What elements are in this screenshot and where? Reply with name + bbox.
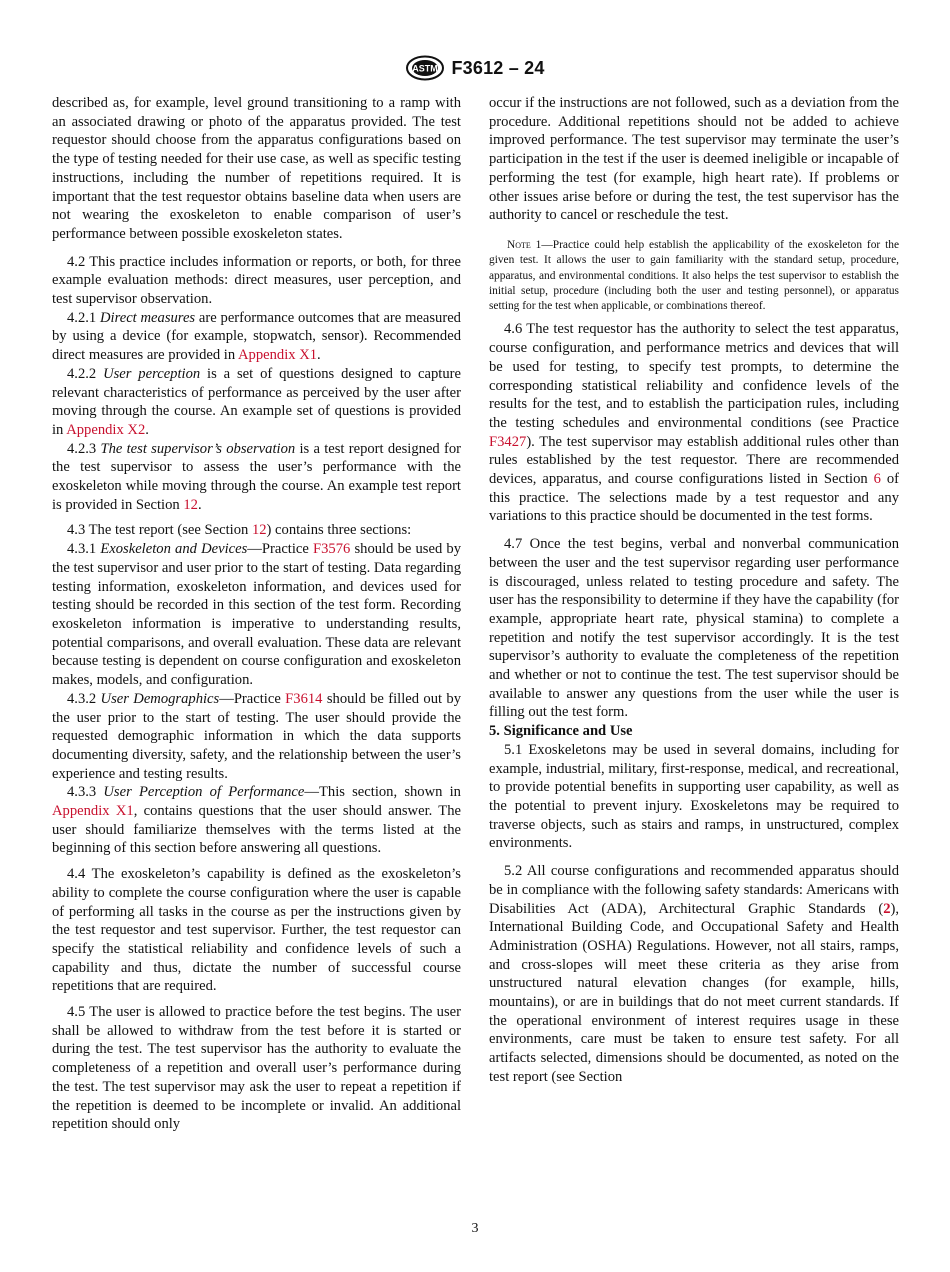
page-header [0,55,950,86]
section-12-link[interactable]: 12 [183,496,198,513]
appendix-x1-link[interactable]: Appendix X1 [52,803,134,820]
astm-logo-icon [405,55,445,81]
paragraph-4-4: 4.4 The exoskeleton’s capability is defined as the exoskeleton’s ability to complete the course configuration where the user is capable of performing all tasks in the course as per the instructions given by the test requestor and test supervisor. Further, the test requestor can specify the statistical reliability and confidence levels of such a capability and thus, dictate the number of successful course repetitions that are required. [52,866,461,995]
paragraph-4-7: 4.7 Once the test begins, verbal and nonverbal communication between the user and the test supervisor regarding user performance is discouraged, unless related to testing procedure and safety. The user has the responsibility to determine if they have the capability (for example, appropriate heart rate, physical stamina) to complete a repetition and notify the test supervisor accordingly. It is the test supervisor’s authority to evaluate the completeness of the repetition and whether or not to continue the test. The test supervisor should be available to answer any questions from the user while the user is filling out the test form. [489,536,899,721]
appendix-x1-link[interactable]: Appendix X1 [238,347,318,364]
right-column [489,94,899,1087]
svg-text:ASTM: ASTM [412,63,439,74]
paragraph-4-3-1: 4.3.1 Exoskeleton and Devices—Practice F3576 should be used by the test supervisor and user prior to the start of testing. Data regarding testing information, exoskeleton information, and devices used for testing should be recorded in this section of the test form. Recording exoskeleton information is imperative to understanding results, potential comparisons, and overall evaluation. These data are relevant because testing is dependent on course configuration and exoskeleton makes, models, and configuration. [52,541,462,689]
paragraph-4-2: 4.2 This practice includes information or reports, or both, for three example evaluation methods: direct measures, user perception, and test supervisor observation. [52,253,461,308]
page-number: 3 [471,1221,479,1236]
f3576-link[interactable]: F3576 [313,541,351,558]
paragraph-4-2-1: 4.2.1 Direct measures are performance outcomes that are measured by using a device (for example, stopwatch, sensor). Recommended direct measures are provided in Appendix X1. [52,309,461,364]
f3614-link[interactable]: F3614 [285,690,323,707]
paragraph-4-6: 4.6 The test requestor has the authority to select the test apparatus, course configuration, and performance metrics and devices that will be used for testing, to specify test prompts, to determine the corresponding statistical reliability and confidence levels of the results for the test, and to establish the participation rules, including the testing schedules and environmental conditions (see Practice F3427). The test supervisor may establish additional rules other than rules established by the test requestor. There are recommended devices, apparatus, and course configurations listed in Section 6 of this practice. The selections made by a test requestor and any variations to this practice should be documented in the test forms. [489,321,899,525]
note-1: Note 1—Practice could help establish the applicability of the exoskeleton for the given test. It allows the user to gain familiarity with the standard setup, procedure, apparatus, and environmental conditions. It also helps the test supervisor to establish the initial setup, procedure (including both the user and testing personnel), or apparatus setting for the test when applicable, or combinations thereof. [489,238,900,313]
paragraph-4-2-2: 4.2.2 User perception is a set of questions designed to capture relevant characteristics of performance as perceived by the user after moving through the course. An example set of questions is provided in Appendix X2. [52,365,461,438]
appendix-x2-link[interactable]: Appendix X2 [66,421,146,438]
paragraph-4-3: 4.3 The test report (see Section 12) contains three sections: [67,522,412,539]
section-5-heading: 5. Significance and Use [489,723,633,740]
document-id: F3612 – 24 [451,57,545,78]
f3427-link[interactable]: F3427 [489,433,527,450]
paragraph-4-3-2: 4.3.2 User Demographics—Practice F3614 should be filled out by the user prior to the start of testing. The user should provide the requested demographic information in which the data supports documenting diversity, safety, and the relationship between the user’s experience and testing results. [52,690,461,782]
paragraph-5-2: 5.2 All course configurations and recommended apparatus should be in compliance with the following safety standards: Americans with Disabilities Act (ADA), Architectural Graphic Standards (2), International Building Code, and Occupational Safety and Health Administration (OSHA) Regulations. However, not all stairs, ramps, and cross-slopes will meet these criteria as they arise from unstructured natural elevation changes (for example, hills, mountains), or are in buildings that do not meet current standards. If the operational environment of interest requires usage in these environments, care must be taken to ensure test safety. For all artifacts selected, dimensions should be documented, as noted on the test report (see Section [489,863,899,1085]
paragraph-4-3-3: 4.3.3 User Perception of Performance—This section, shown in Appendix X1, contains questions that the user should answer. The user should familiarize themselves with the terms listed at the beginning of this section before answering all questions. [52,784,461,857]
paragraph-4-2-3: 4.2.3 The test supervisor’s observation is a test report designed for the test supervisor to assess the user’s performance with the exoskeleton while moving through the course. An example test report is provided in Section 12. [52,440,462,513]
left-column [52,94,461,1134]
continued-paragraph: occur if the instructions are not followed, such as a deviation from the procedure. Additional repetitions should not be added to achieve improved performance. The test supervisor may terminate the user’s participation in the test if the user is deemed ineligible or incapable of performing the test (for example, high heart rate). If problems or other issues arise before or during the test, the test supervisor has the authority to cancel or reschedule the test. [489,95,899,224]
section-12-link[interactable]: 12 [251,522,267,539]
paragraph-5-1: 5.1 Exoskeletons may be used in several domains, including for example, industrial, military, first-response, medical, and recreational, to provide potential benefits in supporting user capability, as well as the potential to prevent injury. Exoskeletons may be required to traverse objects, such as stairs and ramps, in unstructured, complex environments. [489,741,899,852]
paragraph-4-5: 4.5 The user is allowed to practice before the test begins. The user shall be allowed to withdraw from the test before it is started or during the test. The test supervisor has the authority to evaluate the completeness of a repetition and overall user’s performance during the test. The test supervisor may ask the user to repeat a repetition if the repetition is deemed to be incomplete or invalid. An additional repetition should only [52,1004,461,1133]
continued-paragraph: described as, for example, level ground transitioning to a ramp with an associated drawing or photo of the apparatus provided. The test requestor should choose from the apparatus configurations based on the type of testing needed for their use case, as well as specific testing instructions, including the number of repetitions required. It is important that the test requestor obtains baseline data when users are not wearing the exoskeleton to enable comparison of user’s performance between possible exoskeleton states. [52,95,461,242]
reference-2-link[interactable]: 2 [883,900,891,917]
section-6-link[interactable]: 6 [873,471,881,488]
